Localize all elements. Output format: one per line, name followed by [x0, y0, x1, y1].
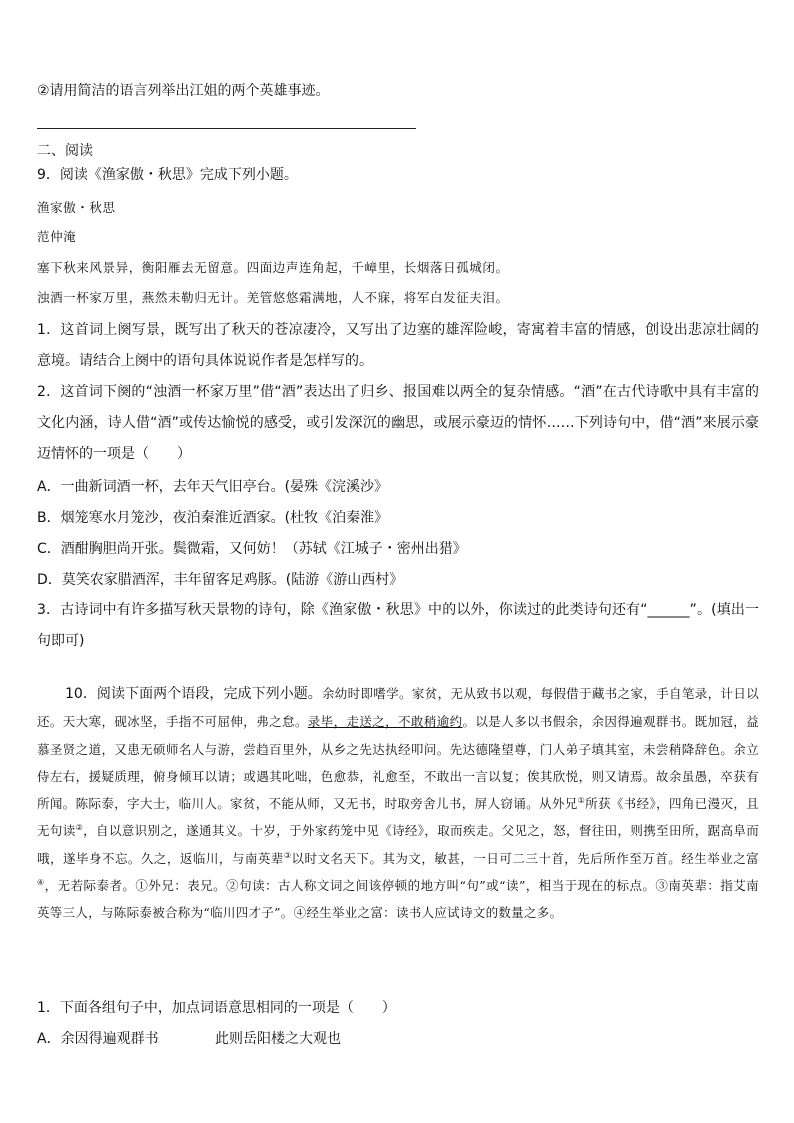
- question-10-option-a-left: A．余因得遍观群书: [37, 1031, 159, 1047]
- footnote-marker: ③: [283, 850, 292, 860]
- footnote-marker: ④: [37, 877, 45, 887]
- option-a: A．一曲新词酒一杯，去年天气旧亭台。(晏殊《浣溪沙》: [37, 479, 389, 495]
- question-10-intro: 10．阅读下面两个语段，完成下列小题。: [65, 686, 322, 702]
- underlined-sentence: 录毕，走送之，不敢稍逾约: [307, 714, 463, 730]
- poem-line-1: 塞下秋来风景异，衡阳雁去无留意。四面边声连角起，千嶂里，长烟落日孤城闭。: [37, 260, 509, 275]
- footnote-marker: ①: [577, 796, 586, 806]
- option-b: B．烟笼寒水月笼沙，夜泊秦淮近酒家。(杜牧《泊秦淮》: [37, 510, 389, 526]
- footnote-marker: ②: [75, 823, 84, 833]
- question-9-sub-1: 1．这首词上阕写景，既写出了秋天的苍凉凄冷，又写出了边塞的雄浑险峻，寄寓着丰富的情感，创设出悲凉壮阔的意境。请结合上阕中的语句具体说说作者是怎样写的。: [37, 322, 759, 369]
- question-part-2: ②请用简洁的语言列举出江姐的两个英雄事迹。: [37, 83, 330, 99]
- poem-line-2: 浊酒一杯家万里，燕然未勒归无计。羌管悠悠霜满地，人不寐，将军白发征夫泪。: [37, 290, 509, 305]
- passage-text: 余幼时即嗜学。家贫，无从致书以观，每假借于藏书之家，手自笔录，计日以还。天大寒，砚冰坚，手指不可屈伸，弗之怠。: [37, 686, 759, 730]
- passage-text: 。以是人多以书假余，余因得遍观群书。既加冠，益慕圣贤之道，又患无硕师名人与游，尝趋百里外，从乡之先达执经叩问。先达德隆望尊，门人弟子填其室，未尝稍降辞色。余立侍左右，援疑质理，俯身倾耳以请；或遇其叱咄，色愈恭，礼愈至，不敢出一言以复；俟其欣悦，则又请焉。故余虽愚，卒获有所闻。陈际泰，字大士，临川人。家贫，不能从师，又无书，时取旁舍儿书，屏人窃诵。从外兄: [37, 714, 759, 812]
- option-c: C．酒酣胸胆尚开张。鬓微霜，又何妨！（苏轼《江城子・密州出猎》: [37, 541, 467, 557]
- passage-text: 以时文名天下。其为文，敏甚，一日可二三十首，先后所作至万首。经生举业之富: [291, 850, 759, 866]
- question-10-option-a-right: 此则岳阳楼之大观也: [215, 1031, 341, 1047]
- section-heading: 二、阅读: [37, 143, 93, 159]
- question-10-passage: [37, 680, 759, 927]
- passage-text: 所获《书经》，四角已漫灭，且无句读: [37, 796, 759, 839]
- answer-line: [37, 128, 416, 129]
- option-d: D．莫笑农家腊酒浑，丰年留客足鸡豚。(陆游《游山西村》: [37, 572, 404, 588]
- question-9-intro: 9．阅读《渔家傲・秋思》完成下列小题。: [37, 167, 298, 183]
- footnotes: ，无若际泰者。①外兄：表兄。②句读：古人称文词之间该停顿的地方叫“句”或“读”，相当于现在的标点。③南英辈：指艾南英等三人，与陈际泰被合称为“临川四才子”。④经生举业之富：读书人应试诗文的数量之多。: [37, 878, 759, 921]
- question-10-sub-1: 1．下面各组句子中，加点词语意思相同的一项是（ ）: [37, 1000, 396, 1016]
- question-9-sub-2: 2．这首词下阕的“浊酒一杯家万里”借“酒”表达出了归乡、报国难以两全的复杂情感。“酒”在古代诗歌中具有丰富的文化内涵，诗人借“酒”或传达愉悦的感受，或引发深沉的幽思，或展示豪迈的情怀……下列诗句中，借“酒”来展示豪迈情怀的一项是（ ）: [37, 384, 759, 462]
- passage-text: ，自以意识别之，遂通其义。十岁，于外家药笼中见《诗经》，取而疾走。父见之，怒，督往田，则携至田所，踞高阜而哦，遂毕身不忘。久之，返临川，与南英辈: [37, 823, 759, 866]
- question-9-sub-3: 3．古诗词中有许多描写秋天景物的诗句，除《渔家傲・秋思》中的以外，你读过的此类诗句还有“______”。(填出一句即可): [37, 602, 759, 649]
- poem-title: 渔家傲・秋思: [37, 200, 116, 215]
- poem-author: 范仲淹: [37, 229, 77, 244]
